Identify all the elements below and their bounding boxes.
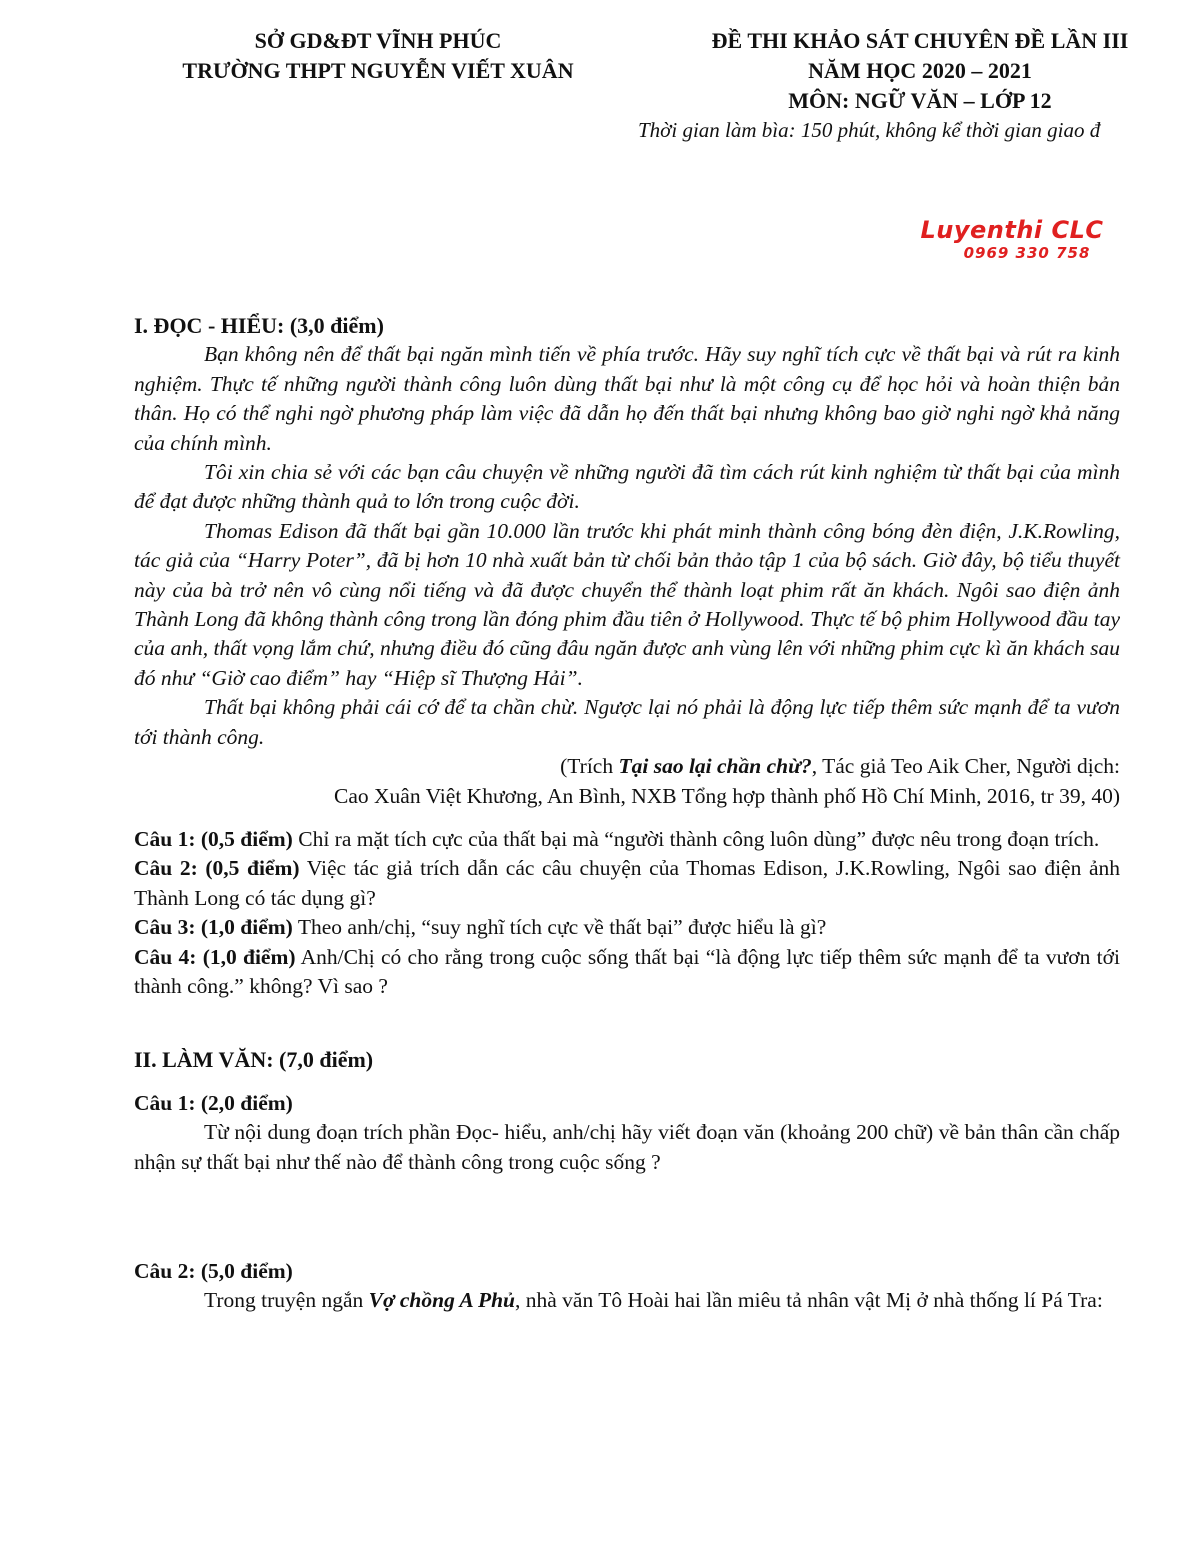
question-label: Câu 2: (0,5 điểm) (134, 856, 300, 881)
question-2 (134, 854, 1120, 913)
time-note: Thời gian làm bìa: 150 phút, không kể thời gian giao đ (638, 118, 1101, 142)
citation-line-1 (134, 752, 1120, 781)
passage-paragraph-1: Bạn không nên để thất bại ngăn mình tiến về phía trước. Hãy suy nghĩ tích cực về thất bại và rút ra kinh nghiệm. Thực tế những người thành công luôn dùng thất bại như là một công cụ để học hỏi và hoàn thiện bản thân. Họ có thể nghi ngờ phương pháp làm việc đã dẫn họ đến thất bại nhưng không bao giờ nghi ngờ khả năng của chính mình. (134, 342, 1120, 455)
question-text: Chỉ ra mặt tích cực của thất bại mà “người thành công luôn dùng” được nêu trong đoạn trích. (292, 826, 1100, 851)
writing-q1-text: Từ nội dung đoạn trích phần Đọc- hiểu, anh/chị hãy viết đoạn văn (khoảng 200 chữ) về bản thân cần chấp nhận sự thất bại như thế nào để thành công trong cuộc sống ? (134, 1120, 1120, 1174)
q2-suffix: , nhà văn Tô Hoài hai lần miêu tả nhân vật Mị ở nhà thống lí Pá Tra: (515, 1288, 1103, 1313)
citation-suffix: , Tác giả Teo Aik Cher, Người dịch: (811, 754, 1120, 779)
citation-prefix: (Trích (560, 754, 619, 779)
question-text: Anh/Chị có cho rằng trong cuộc sống thất bại “là động lực tiếp thêm sức mạnh để ta vươn tới thành công.” không? Vì sao ? (134, 944, 1120, 998)
department-name: SỞ GD&ĐT VĨNH PHÚC (254, 28, 502, 53)
question-4 (134, 943, 1120, 1002)
q2-prefix: Trong truyện ngắn (204, 1288, 369, 1313)
question-label: Câu 4: (1,0 điểm) (134, 944, 296, 969)
passage-paragraph-3: Thomas Edison đã thất bại gần 10.000 lần trước khi phát minh thành công bóng đèn điện, J.K.Rowling, tác giả của “Harry Poter”, đã bị hơn 10 nhà xuất bản từ chối bản thảo tập 1 của bộ sách. Giờ đây, bộ tiểu thuyết này của bà trở nên vô cùng nổi tiếng và đã được chuyển thể thành loạt phim rất ăn khách. Ngôi sao điện ảnh Thành Long đã không thành công trong lần đóng phim đầu tiên ở Hollywood. Thực tế bộ phim Hollywood đầu tay của anh, thất vọng lắm chứ, nhưng điều đó cũng đâu ngăn được anh vùng lên với những phim cực kì ăn khách sau đó như “Giờ cao điểm” hay “Hiệp sĩ Thượng Hải”. (134, 518, 1120, 690)
logo-phone: 0969 330 758 (963, 244, 1091, 262)
citation-book-title: Tại sao lại chần chừ? (618, 754, 812, 779)
question-text: Việc tác giả trích dẫn các câu chuyện của Thomas Edison, J.K.Rowling, Ngôi sao điện ảnh Thành Long có tác dụng gì? (134, 856, 1120, 910)
passage-paragraph-4: Thất bại không phải cái cớ để ta chần chừ. Ngược lại nó phải là động lực tiếp thêm sức mạnh để ta vươn tới thành công. (134, 695, 1120, 749)
question-label: Câu 3: (1,0 điểm) (134, 915, 293, 940)
logo-name: Luyenthi CLC (920, 216, 1104, 244)
header-right (640, 26, 1200, 116)
header-left (118, 26, 638, 86)
exam-title: ĐỀ THI KHẢO SÁT CHUYÊN ĐỀ LẦN III (711, 28, 1129, 53)
reading-section-title: I. ĐỌC - HIỂU: (3,0 điểm) (134, 313, 384, 338)
luyenthi-logo (902, 215, 1122, 261)
question-1 (134, 825, 1120, 854)
subject-grade: MÔN: NGỮ VĂN – LỚP 12 (788, 88, 1052, 113)
exam-content (134, 311, 1120, 1316)
writing-section-title: II. LÀM VĂN: (7,0 điểm) (134, 1047, 374, 1073)
writing-q1-label: Câu 1: (2,0 điểm) (134, 1090, 293, 1115)
school-name: TRƯỜNG THPT NGUYỄN VIẾT XUÂN (182, 58, 574, 83)
question-text: Theo anh/chị, “suy nghĩ tích cực về thất bại” được hiểu là gì? (292, 915, 827, 940)
question-3 (134, 913, 1120, 942)
passage-paragraph-2: Tôi xin chia sẻ với các bạn câu chuyện về những người đã tìm cách rút kinh nghiệm từ thất bại của mình để đạt được những thành quả to lớn trong cuộc đời. (134, 460, 1120, 514)
writing-q2-text (134, 1286, 1120, 1315)
question-label: Câu 1: (0,5 điểm) (134, 826, 293, 851)
school-year: NĂM HỌC 2020 – 2021 (808, 58, 1032, 83)
q2-work-title: Vợ chồng A Phủ (368, 1288, 516, 1313)
writing-q2-label: Câu 2: (5,0 điểm) (134, 1258, 293, 1283)
citation-line-2: Cao Xuân Việt Khương, An Bình, NXB Tổng hợp thành phố Hồ Chí Minh, 2016, tr 39, 40) (334, 783, 1120, 808)
